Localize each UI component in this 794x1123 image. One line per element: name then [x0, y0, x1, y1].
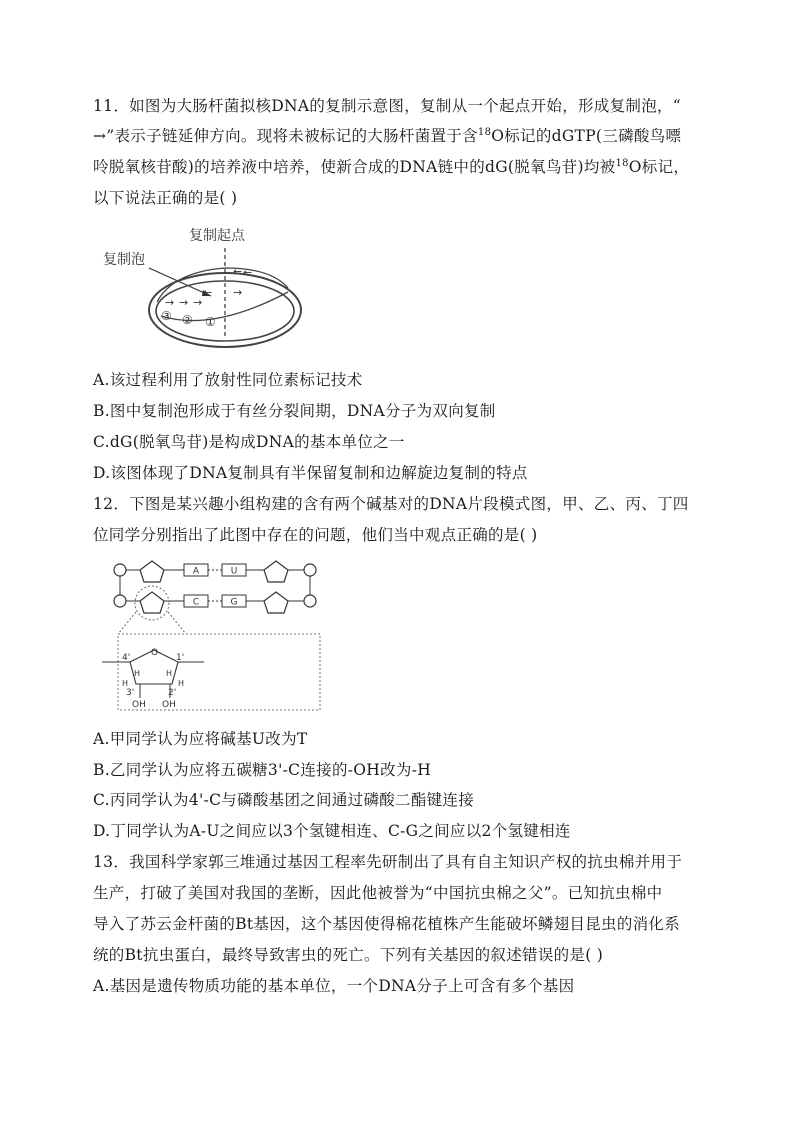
q12-option-b: B.乙同学认为应将五碳糖3'-C连接的-OH改为-H: [93, 761, 432, 779]
carbon-4-label: 4': [122, 653, 131, 663]
q11-stem-line-1: 11．如图为大肠杆菌拟核DNA的复制示意图，复制从一个起点开始，形成复制泡，“: [93, 97, 682, 115]
carbon-3-label: 3': [126, 688, 135, 698]
hydroxyl-2: OH: [162, 700, 176, 710]
q12-option-a: A.甲同学认为应将碱基U改为T: [93, 730, 308, 748]
base-g-label: G: [230, 597, 238, 608]
hydrogen-4: H: [178, 679, 185, 688]
q11-option-c: C.dG(脱氧鸟苷)是构成DNA的基本单位之一: [93, 433, 405, 451]
sugar-right-1: [264, 561, 288, 582]
arrow-left-side-1: →: [165, 296, 175, 309]
q11-sup-18b: 18: [615, 158, 629, 169]
dna-model-figure: [100, 552, 325, 712]
phosphate-right-1: [304, 564, 316, 576]
q11-stem-line-2: [93, 126, 681, 146]
hydrogen-3: H: [166, 669, 173, 678]
base-u-label: U: [230, 566, 238, 577]
arrow-right-1: →: [233, 286, 243, 299]
carbon-1-label: 1': [176, 653, 185, 663]
base-a-label: A: [192, 566, 200, 577]
arrow-left-1: ←: [233, 265, 243, 278]
label-2: ②: [182, 313, 193, 327]
phosphate-right-2: [304, 595, 316, 607]
phosphate-left-1: [114, 564, 126, 576]
sugar-left-1: [140, 561, 164, 582]
phosphate-left-2: [114, 595, 126, 607]
arrow-left-side-3: →: [193, 296, 203, 309]
q13-stem-line-1: 13．我国科学家郭三堆通过基因工程率先研制出了具有自主知识产权的抗虫棉并用于: [93, 853, 683, 871]
q13-option-a: A.基因是遗传物质功能的基本单位，一个DNA分子上可含有多个基因: [93, 977, 575, 995]
zoom-line-right: [168, 612, 186, 634]
q13-stem-line-4: 统的Bt抗虫蛋白，最终导致害虫的死亡。下列有关基因的叙述错误的是( ): [93, 946, 604, 964]
carbon-2-label: 2': [168, 688, 177, 698]
dna-replication-figure: [93, 220, 323, 350]
q12-option-c: C.丙同学认为4'-C与磷酸基团之间通过磷酸二酯键连接: [93, 791, 475, 809]
arrow-left-side-4: ←: [203, 286, 213, 299]
hydroxyl-3: OH: [132, 700, 146, 710]
sugar-right-2: [264, 592, 288, 613]
bubble-label: 复制泡: [103, 252, 145, 268]
q11-stem-line-3b: O标记，: [628, 158, 690, 176]
q11-stem-line-2b: O标记的dGTP(三磷酸鸟嘌: [491, 127, 682, 145]
hydrogen-1: H: [134, 669, 141, 678]
q11-sup-18a: 18: [477, 127, 492, 138]
q12-stem-line-1: 12．下图是某兴趣小组构建的含有两个碱基对的DNA片段模式图，甲、乙、丙、丁四: [93, 495, 689, 513]
label-1: ①: [205, 315, 216, 329]
arrow-left-side-2: →: [179, 296, 189, 309]
q12-option-d: D.丁同学认为A-U之间应以3个氢键相连、C-G之间应以2个氢键相连: [93, 822, 571, 840]
oxygen-label: O: [151, 648, 159, 658]
q12-stem-line-2: 位同学分别指出了此图中存在的问题，他们当中观点正确的是( ): [93, 526, 538, 544]
q11-option-d: D.该图体现了DNA复制具有半保留复制和边解旋边复制的特点: [93, 464, 528, 482]
q11-option-b: B.图中复制泡形成于有丝分裂间期，DNA分子为双向复制: [93, 402, 496, 420]
zoom-line-left: [118, 612, 136, 634]
q13-stem-line-2: 生产，打破了美国对我国的垄断，因此他被誉为“中国抗虫棉之父”。已知抗虫棉中: [93, 884, 663, 902]
q11-stem-line-4: 以下说法正确的是( ): [93, 189, 238, 207]
base-c-label: C: [192, 597, 200, 608]
label-3: ③: [161, 309, 172, 323]
q11-stem-line-3: [93, 157, 689, 177]
arrow-left-2: ←: [243, 266, 253, 279]
origin-label: 复制起点: [189, 228, 245, 244]
q11-stem-line-3a: 呤脱氧核苷酸)的培养液中培养，使新合成的DNA链中的dG(脱氧鸟苷)均被: [93, 158, 616, 176]
q11-option-a: A.该过程利用了放射性同位素标记技术: [93, 371, 363, 389]
sugar-left-2: [140, 592, 164, 613]
q13-stem-line-3: 导入了苏云金杆菌的Bt基因，这个基因使得棉花植株产生能破坏鳞翅目昆虫的消化系: [93, 915, 681, 933]
hydrogen-2: H: [122, 679, 129, 688]
q11-stem-line-2a: →”表示子链延伸方向。现将未被标记的大肠杆菌置于含: [93, 127, 478, 145]
